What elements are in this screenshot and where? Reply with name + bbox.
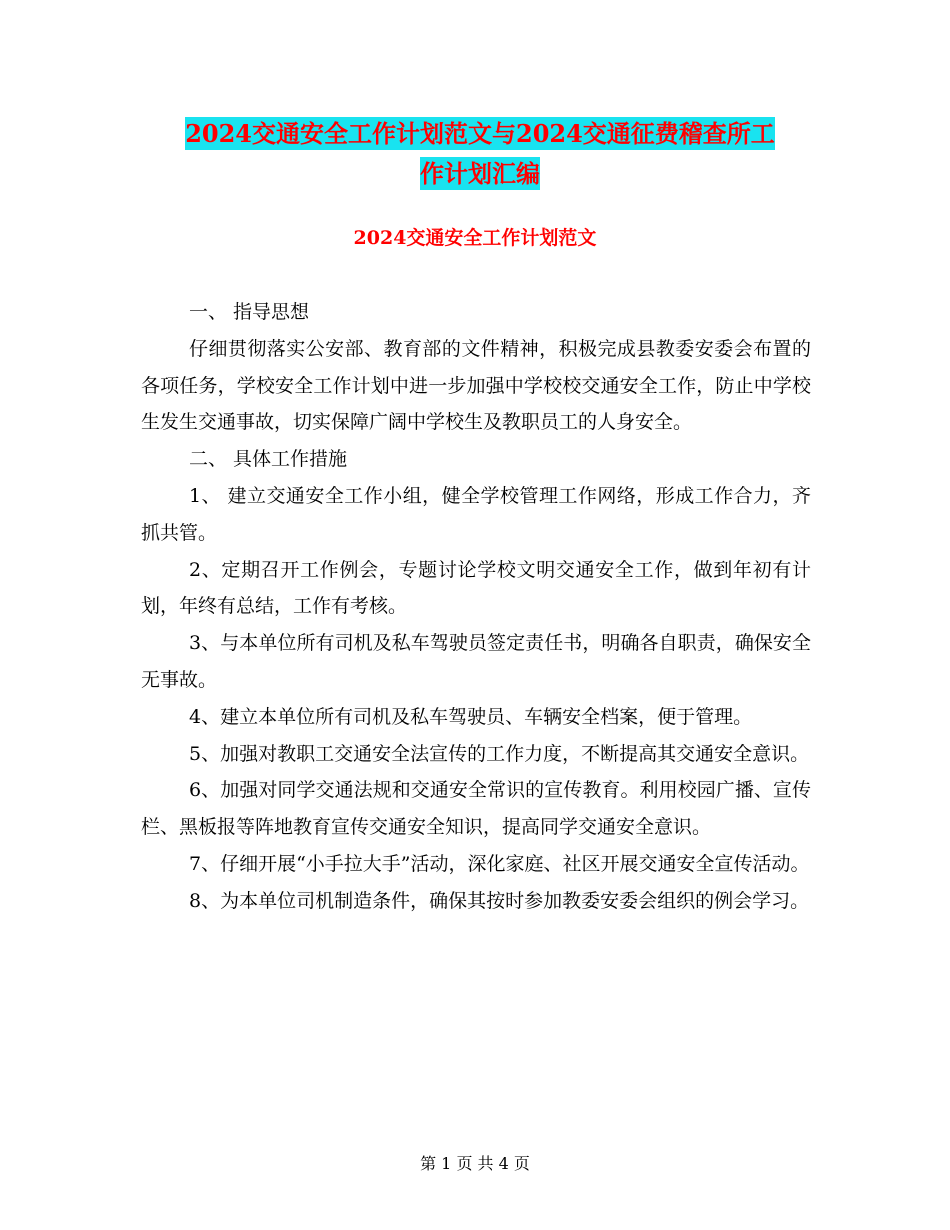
measure-item-3: 3、与本单位所有司机及私车驾驶员签定责任书，明确各自职责，确保安全无事故。 (141, 632, 811, 691)
section-title: 2024交通安全工作计划范文 (353, 227, 597, 249)
document-title-line-2: 作计划汇编 (420, 159, 540, 188)
document-body (141, 294, 811, 920)
heading-specific-measures: 二、 具体工作措施 (189, 448, 348, 471)
paragraph-guiding-ideology: 仔细贯彻落实公安部、教育部的文件精神，积极完成县教委安委会布置的各项任务，学校安全工作计划中进一步加强中学校校交通安全工作，防止中学校生发生交通事故，切实保障广阔中学校生及教职员工的人身安全。 (141, 337, 811, 434)
measure-item-2: 2、定期召开工作例会，专题讨论学校文明交通安全工作，做到年初有计划，年终有总结，工作有考核。 (141, 558, 811, 618)
measure-item-6: 6、加强对同学交通法规和交通安全常识的宣传教育。利用校园广播、宣传栏、黑板报等阵地教育宣传交通安全知识，提高同学交通安全意识。 (141, 779, 811, 839)
heading-guiding-ideology: 一、 指导思想 (189, 301, 310, 323)
page-number-footer: 第 1 页 共 4 页 (420, 1154, 530, 1173)
document-title (150, 114, 810, 194)
measure-item-8: 8、为本单位司机制造条件，确保其按时参加教委安委会组织的例会学习。 (189, 889, 810, 912)
measure-item-4: 4、建立本单位所有司机及私车驾驶员、车辆安全档案，便于管理。 (189, 705, 753, 728)
measure-item-7: 7、仔细开展“小手拉大手”活动，深化家庭、社区开展交通安全宣传活动。 (189, 852, 810, 875)
measure-item-1: 1、 建立交通安全工作小组，健全学校管理工作网络，形成工作合力，齐抓共管。 (141, 484, 811, 544)
measure-item-5: 5、加强对教职工交通安全法宣传的工作力度，不断提高其交通安全意识。 (189, 742, 810, 765)
document-title-line-1: 2024交通安全工作计划范文与2024交通征费稽查所工 (185, 119, 775, 148)
